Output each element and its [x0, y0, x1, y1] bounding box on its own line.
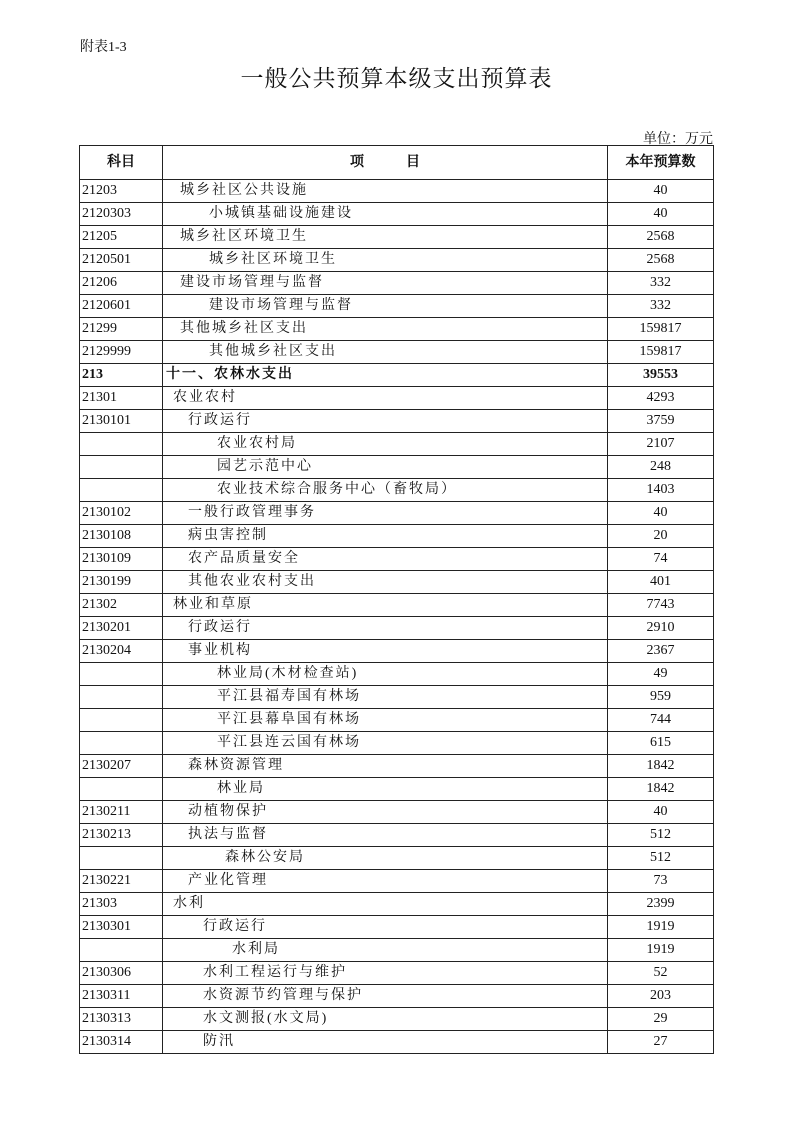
row-budget-value: 248 — [608, 456, 714, 479]
row-code: 2130311 — [80, 985, 163, 1008]
row-item-name: 水资源节约管理与保护 — [163, 985, 608, 1008]
table-row — [80, 456, 714, 479]
row-item-name: 城乡社区环境卫生 — [163, 249, 608, 272]
row-item-name: 其他城乡社区支出 — [163, 318, 608, 341]
row-budget-value: 29 — [608, 1008, 714, 1031]
row-item-name: 农业农村局 — [163, 433, 608, 456]
row-budget-value: 52 — [608, 962, 714, 985]
table-row — [80, 847, 714, 870]
table-row — [80, 548, 714, 571]
table-row — [80, 479, 714, 502]
row-budget-value: 959 — [608, 686, 714, 709]
row-budget-value: 1403 — [608, 479, 714, 502]
row-item-name: 林业局(木材检查站) — [163, 663, 608, 686]
table-row — [80, 755, 714, 778]
table-row — [80, 387, 714, 410]
row-code: 2130201 — [80, 617, 163, 640]
row-item-name: 园艺示范中心 — [163, 456, 608, 479]
row-code: 21302 — [80, 594, 163, 617]
row-code: 21299 — [80, 318, 163, 341]
table-row — [80, 203, 714, 226]
row-budget-value: 74 — [608, 548, 714, 571]
row-item-name: 其他城乡社区支出 — [163, 341, 608, 364]
table-row — [80, 916, 714, 939]
table-row — [80, 226, 714, 249]
row-code: 2129999 — [80, 341, 163, 364]
table-header-row — [80, 146, 714, 180]
row-code: 213 — [80, 364, 163, 387]
row-item-name: 城乡社区公共设施 — [163, 180, 608, 203]
row-code: 21303 — [80, 893, 163, 916]
column-header-code: 科目 — [80, 146, 163, 180]
table-row — [80, 962, 714, 985]
row-item-name: 平江县幕阜国有林场 — [163, 709, 608, 732]
row-item-name: 建设市场管理与监督 — [163, 272, 608, 295]
row-budget-value: 159817 — [608, 318, 714, 341]
row-item-name: 水利 — [163, 893, 608, 916]
column-header-budget: 本年预算数 — [608, 146, 714, 180]
row-budget-value: 1842 — [608, 778, 714, 801]
row-budget-value: 512 — [608, 847, 714, 870]
table-row — [80, 364, 714, 387]
row-budget-value: 7743 — [608, 594, 714, 617]
row-code — [80, 709, 163, 732]
row-budget-value: 1842 — [608, 755, 714, 778]
table-row — [80, 617, 714, 640]
row-code: 2130221 — [80, 870, 163, 893]
table-row — [80, 893, 714, 916]
table-row — [80, 1031, 714, 1054]
table-row — [80, 778, 714, 801]
table-row — [80, 571, 714, 594]
row-code: 2130213 — [80, 824, 163, 847]
row-item-name: 执法与监督 — [163, 824, 608, 847]
table-row — [80, 525, 714, 548]
row-code — [80, 456, 163, 479]
row-item-name: 水利工程运行与维护 — [163, 962, 608, 985]
row-budget-value: 20 — [608, 525, 714, 548]
row-item-name: 防汛 — [163, 1031, 608, 1054]
row-budget-value: 49 — [608, 663, 714, 686]
row-item-name: 森林资源管理 — [163, 755, 608, 778]
table-row — [80, 939, 714, 962]
row-code: 2130306 — [80, 962, 163, 985]
page-title: 一般公共预算本级支出预算表 — [240, 66, 553, 91]
row-budget-value: 512 — [608, 824, 714, 847]
row-item-name: 森林公安局 — [163, 847, 608, 870]
table-row — [80, 433, 714, 456]
row-item-name: 小城镇基础设施建设 — [163, 203, 608, 226]
row-code: 2130102 — [80, 502, 163, 525]
table-row — [80, 686, 714, 709]
row-code: 2130301 — [80, 916, 163, 939]
table-row — [80, 870, 714, 893]
annex-label: 附表1-3 — [80, 40, 127, 55]
row-code — [80, 686, 163, 709]
row-code: 2130313 — [80, 1008, 163, 1031]
table-row — [80, 272, 714, 295]
row-code: 2130108 — [80, 525, 163, 548]
table-row — [80, 732, 714, 755]
row-item-name: 林业和草原 — [163, 594, 608, 617]
row-item-name: 病虫害控制 — [163, 525, 608, 548]
row-item-name: 产业化管理 — [163, 870, 608, 893]
row-item-name: 农产品质量安全 — [163, 548, 608, 571]
row-code: 21205 — [80, 226, 163, 249]
table-row — [80, 824, 714, 847]
row-budget-value: 401 — [608, 571, 714, 594]
row-code: 2130211 — [80, 801, 163, 824]
column-header-item: 项 目 — [163, 146, 608, 180]
table-row — [80, 318, 714, 341]
row-code — [80, 778, 163, 801]
row-budget-value: 3759 — [608, 410, 714, 433]
row-item-name: 行政运行 — [163, 410, 608, 433]
row-code: 2130204 — [80, 640, 163, 663]
row-code: 21206 — [80, 272, 163, 295]
row-budget-value: 2399 — [608, 893, 714, 916]
row-code: 2120303 — [80, 203, 163, 226]
row-code — [80, 732, 163, 755]
row-item-name: 事业机构 — [163, 640, 608, 663]
table-row — [80, 341, 714, 364]
row-code: 2130207 — [80, 755, 163, 778]
row-item-name: 十一、农林水支出 — [163, 364, 608, 387]
table-row — [80, 640, 714, 663]
unit-label: 单位：万元 — [643, 132, 713, 147]
row-code: 2130199 — [80, 571, 163, 594]
row-item-name: 一般行政管理事务 — [163, 502, 608, 525]
table-row — [80, 663, 714, 686]
row-budget-value: 2568 — [608, 226, 714, 249]
row-item-name: 农业农村 — [163, 387, 608, 410]
row-item-name: 行政运行 — [163, 617, 608, 640]
budget-table — [79, 145, 714, 1054]
row-budget-value: 615 — [608, 732, 714, 755]
row-budget-value: 744 — [608, 709, 714, 732]
row-item-name: 行政运行 — [163, 916, 608, 939]
row-code: 2130101 — [80, 410, 163, 433]
table-row — [80, 985, 714, 1008]
row-code: 21301 — [80, 387, 163, 410]
table-row — [80, 709, 714, 732]
row-code: 2130109 — [80, 548, 163, 571]
row-budget-value: 40 — [608, 203, 714, 226]
row-budget-value: 73 — [608, 870, 714, 893]
row-budget-value: 2107 — [608, 433, 714, 456]
row-budget-value: 203 — [608, 985, 714, 1008]
table-row — [80, 801, 714, 824]
row-item-name: 平江县连云国有林场 — [163, 732, 608, 755]
row-budget-value: 2568 — [608, 249, 714, 272]
row-code: 2130314 — [80, 1031, 163, 1054]
row-code — [80, 479, 163, 502]
row-budget-value: 40 — [608, 180, 714, 203]
table-row — [80, 502, 714, 525]
row-item-name: 林业局 — [163, 778, 608, 801]
row-budget-value: 1919 — [608, 916, 714, 939]
row-item-name: 农业技术综合服务中心（畜牧局） — [163, 479, 608, 502]
table-row — [80, 249, 714, 272]
row-code: 2120601 — [80, 295, 163, 318]
row-item-name: 动植物保护 — [163, 801, 608, 824]
row-budget-value: 39553 — [608, 364, 714, 387]
row-code: 2120501 — [80, 249, 163, 272]
row-code — [80, 663, 163, 686]
row-code — [80, 939, 163, 962]
row-budget-value: 40 — [608, 502, 714, 525]
row-item-name: 平江县福寿国有林场 — [163, 686, 608, 709]
row-budget-value: 332 — [608, 295, 714, 318]
row-budget-value: 27 — [608, 1031, 714, 1054]
table-row — [80, 180, 714, 203]
row-budget-value: 4293 — [608, 387, 714, 410]
row-item-name: 水文测报(水文局) — [163, 1008, 608, 1031]
table-row — [80, 295, 714, 318]
row-item-name: 其他农业农村支出 — [163, 571, 608, 594]
row-budget-value: 2910 — [608, 617, 714, 640]
row-budget-value: 159817 — [608, 341, 714, 364]
row-item-name: 建设市场管理与监督 — [163, 295, 608, 318]
row-budget-value: 332 — [608, 272, 714, 295]
row-budget-value: 1919 — [608, 939, 714, 962]
table-row — [80, 594, 714, 617]
row-code — [80, 847, 163, 870]
row-budget-value: 2367 — [608, 640, 714, 663]
row-item-name: 水利局 — [163, 939, 608, 962]
row-code — [80, 433, 163, 456]
table-row — [80, 410, 714, 433]
table-row — [80, 1008, 714, 1031]
row-code: 21203 — [80, 180, 163, 203]
row-item-name: 城乡社区环境卫生 — [163, 226, 608, 249]
row-budget-value: 40 — [608, 801, 714, 824]
